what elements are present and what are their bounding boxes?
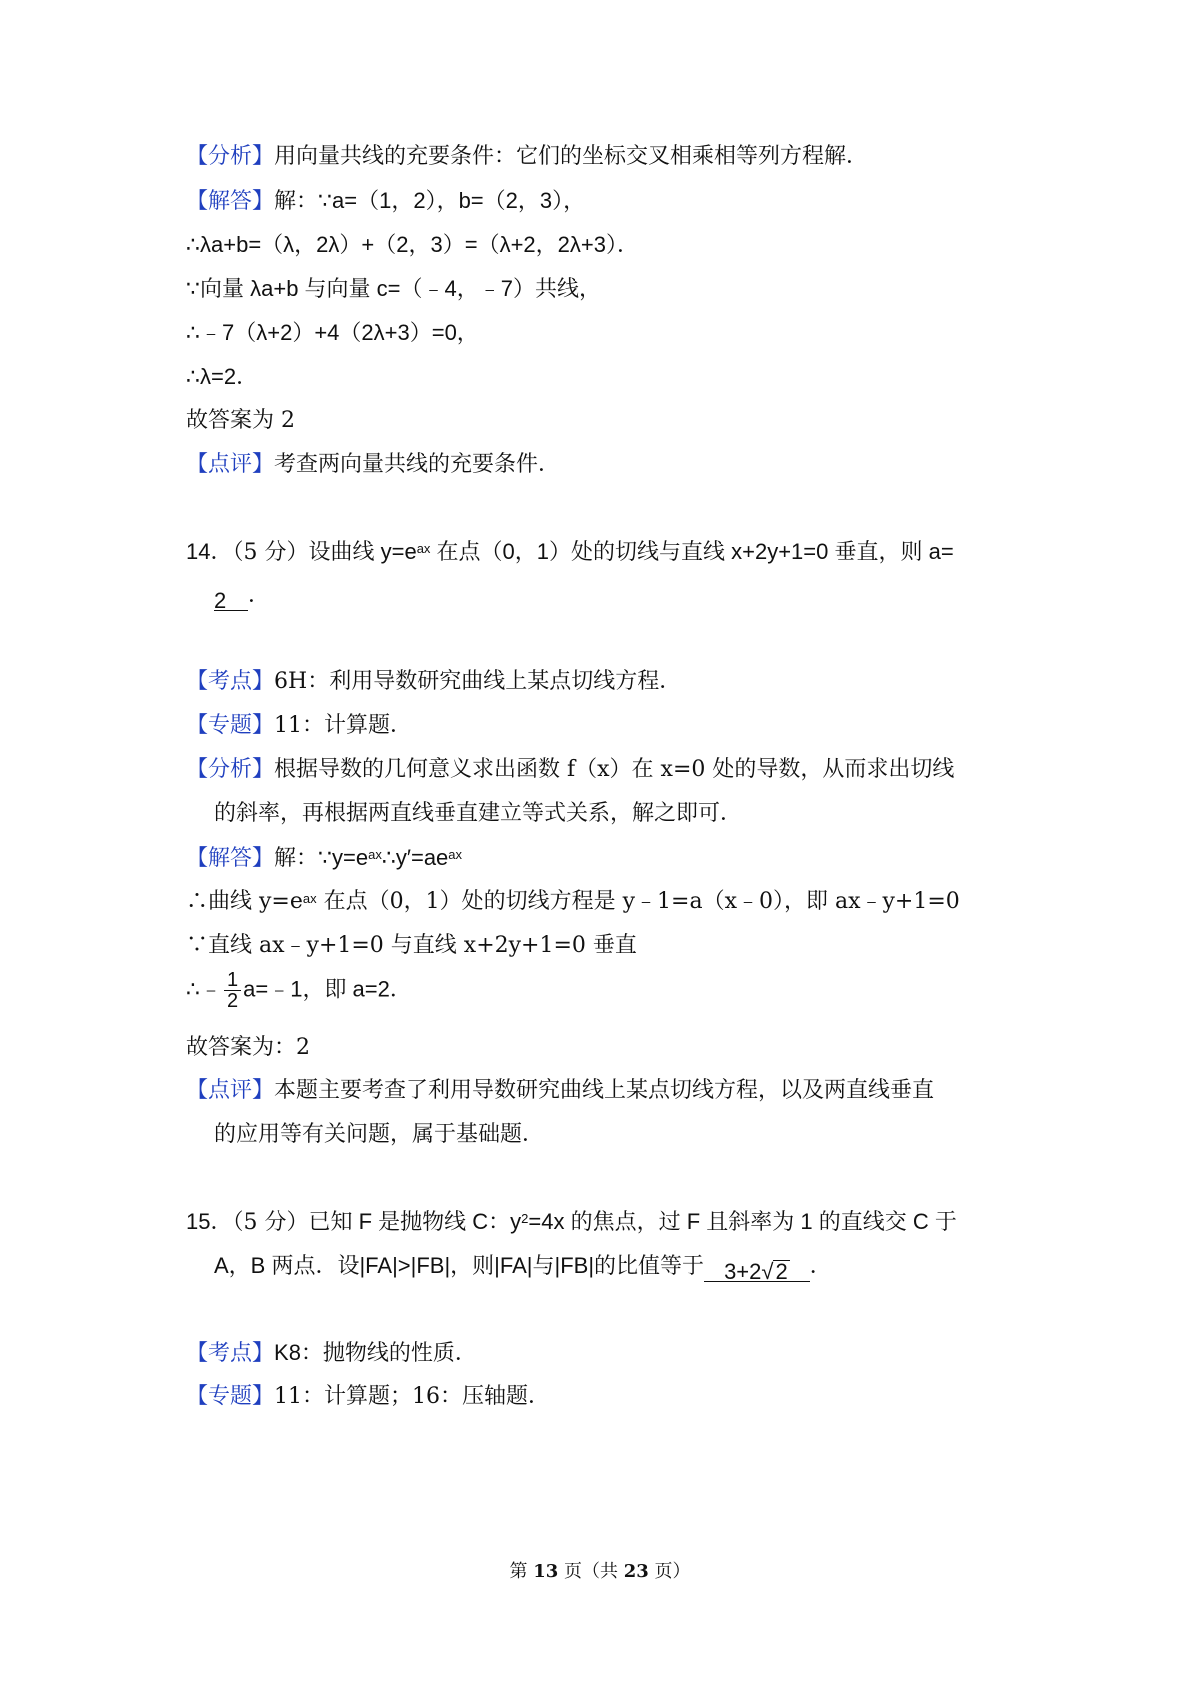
stem-text: A，B 两点．设|FA|>|FB|，则|FA|与|FB|的比值等于 [214, 1253, 705, 1278]
solution-text: ∴y′=ae [381, 845, 449, 870]
knowledge-point-line [186, 667, 681, 697]
stem-text: 设曲线 y=e [308, 539, 417, 564]
stem-text: 已知 F 是抛物线 C：y [308, 1209, 522, 1234]
analysis-line [186, 142, 868, 172]
knowledge-tag: 【考点】 [186, 1341, 275, 1366]
period: ． [248, 583, 271, 608]
comment-continued: 的应用等有关问题，属于基础题． [214, 1122, 545, 1147]
solution-step: ∴λ=2． [186, 364, 259, 389]
analysis-tag: 【分析】 [186, 144, 275, 169]
analysis-text: 根据导数的几何意义求出函数 f（x）在 x=0 处的导数，从而求出切线 [274, 757, 955, 782]
knowledge-point-line [186, 1338, 477, 1369]
comment-text: 本题主要考查了利用导数研究曲线上某点切线方程，以及两直线垂直 [274, 1078, 935, 1103]
stem-text: =4x 的焦点，过 F 且斜率为 1 的直线交 C 于 [528, 1209, 957, 1234]
solution-step-fraction [186, 970, 412, 1011]
comment-tag: 【点评】 [186, 452, 275, 477]
question-number: 14． [186, 539, 233, 564]
period: ． [809, 1253, 832, 1278]
step-text: ∴曲线 y=e [186, 889, 303, 914]
analysis-text: 用向量共线的充要条件：它们的坐标交叉相乘相等列方程解． [274, 144, 869, 169]
exponent: ax [448, 847, 463, 862]
solution-step: ∴λa+b=（λ，2λ）+（2，3）=（λ+2，2λ+3）． [186, 232, 639, 257]
solution-step: ∵向量 λa+b 与向量 c=（﹣4，﹣7）共线， [186, 276, 601, 301]
question-number: 15． [186, 1209, 233, 1234]
fraction [224, 970, 241, 1011]
page-number: 13 [533, 1561, 559, 1582]
step-text: ∴﹣ [186, 976, 222, 1002]
exponent: 2 [521, 1211, 529, 1226]
solution-tag: 【解答】 [186, 189, 275, 214]
radicand: 2 [775, 1259, 788, 1284]
page-footer [0, 1560, 1200, 1584]
topic-line [186, 711, 412, 741]
knowledge-text: K8：抛物线的性质． [274, 1340, 477, 1365]
comment-line [186, 1076, 934, 1106]
page-total: 23 [623, 1561, 649, 1582]
answer-blank: 2 [214, 586, 248, 611]
stem-text: 在点（0，1）处的切线与直线 x+2y+1=0 垂直，则 a= [430, 539, 954, 564]
solution-step: ∵直线 ax﹣y+1=0 与直线 x+2y+1=0 垂直 [186, 933, 637, 958]
exponent: ax [416, 541, 431, 556]
answer-line: 故答案为 2 [186, 408, 295, 433]
topic-tag: 【专题】 [186, 713, 275, 738]
comment-tag: 【点评】 [186, 1078, 275, 1103]
topic-line [186, 1382, 550, 1412]
solution-line [186, 186, 585, 217]
fraction-denominator: 2 [227, 990, 239, 1012]
topic-text: 11：计算题；16：压轴题． [274, 1384, 551, 1409]
solution-step: ∴﹣7（λ+2）+4（2λ+3）=0， [186, 320, 479, 345]
fraction-numerator: 1 [224, 970, 241, 991]
solution-line [186, 843, 462, 874]
answer-text: 3+2 [724, 1259, 762, 1284]
answer-line: 故答案为：2 [186, 1035, 310, 1060]
footer-text: 页（共 [558, 1561, 624, 1582]
solution-text: 解：∵y=e [274, 845, 369, 870]
knowledge-tag: 【考点】 [186, 669, 275, 694]
topic-text: 11：计算题． [274, 713, 413, 738]
analysis-tag: 【分析】 [186, 757, 275, 782]
analysis-continued: 的斜率，再根据两直线垂直建立等式关系，解之即可． [214, 801, 743, 826]
comment-line [186, 450, 560, 480]
exponent: ax [302, 891, 317, 906]
question-14-answer [214, 581, 270, 611]
knowledge-text: 6H：利用导数研究曲线上某点切线方程． [274, 669, 682, 694]
question-score: （5 分） [232, 540, 309, 565]
step-text: 在点（0，1）处的切线方程是 y﹣1=a（x﹣0），即 ax﹣y+1=0 [316, 889, 960, 914]
question-score: （5 分） [232, 1210, 309, 1235]
solution-text: 解：∵a=（1，2），b=（2，3）， [274, 188, 586, 213]
analysis-line [186, 755, 954, 785]
sqrt-icon: √ [761, 1259, 774, 1284]
question-14-stem [186, 537, 954, 568]
footer-text: 页） [648, 1561, 691, 1582]
answer-blank [704, 1257, 810, 1282]
comment-text: 考查两向量共线的充要条件． [274, 452, 561, 477]
exponent: ax [368, 847, 382, 862]
topic-tag: 【专题】 [186, 1384, 275, 1409]
solution-step [186, 887, 960, 917]
solution-tag: 【解答】 [186, 846, 275, 871]
step-text: a=﹣1，即 a=2． [243, 976, 412, 1002]
question-15-stem-continued [214, 1251, 832, 1282]
footer-text: 第 [509, 1561, 534, 1582]
question-15-stem [186, 1207, 957, 1238]
